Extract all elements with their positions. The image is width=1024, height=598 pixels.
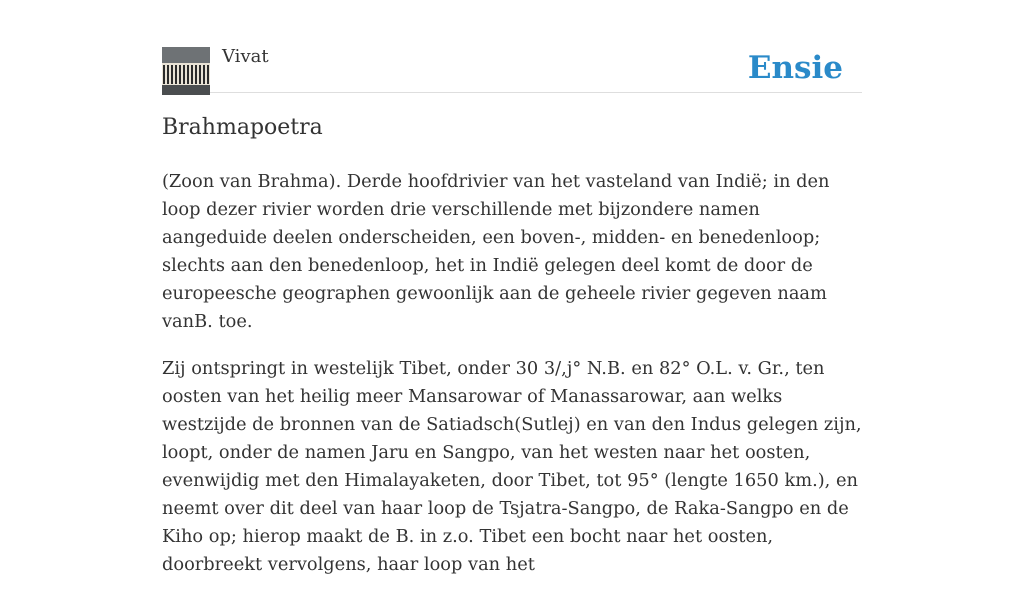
source-avatar[interactable] xyxy=(162,47,210,95)
page-title: Brahmapoetra xyxy=(162,115,323,140)
article-body xyxy=(162,168,862,598)
article-paragraph: Zij ontspringt in westelijk Tibet, onder 30 3/,j° N.B. en 82° O.L. v. Gr., ten oosten van het heilig meer Mansarowar of Manassarowar, aan welks westzijde de bronnen van de Satiadsch(Sutlej) en van den Indus gelegen zijn, loopt, onder de namen Jaru en Sangpo, van het westen naar het oosten, evenwijdig met den Himalayaketen, door Tibet, tot 95° (lengte 1650 km.), en neemt over dit deel van haar loop de Tsjatra-Sangpo, de Raka-Sangpo en de Kiho op; hierop maakt de B. in z.o. Tibet een bocht naar het oosten, doorbreekt vervolgens, haar loop van het xyxy=(162,358,862,575)
brand-logo[interactable]: Ensie xyxy=(747,50,843,86)
book-spines-avatar-icon xyxy=(162,47,210,95)
page-header xyxy=(162,46,862,93)
source-name-link[interactable]: Vivat xyxy=(222,46,269,67)
article-paragraph: (Zoon van Brahma). Derde hoofdrivier van het vasteland van Indië; in den loop dezer rivier worden drie verschillende met bijzondere namen aangeduide deelen onderscheiden, een boven-, midden- en benedenloop; slechts aan den benedenloop, het in Indië gelegen deel komt de door de europeesche geographen gewoonlijk aan de geheele rivier gegeven naam vanB. toe. xyxy=(162,171,830,332)
